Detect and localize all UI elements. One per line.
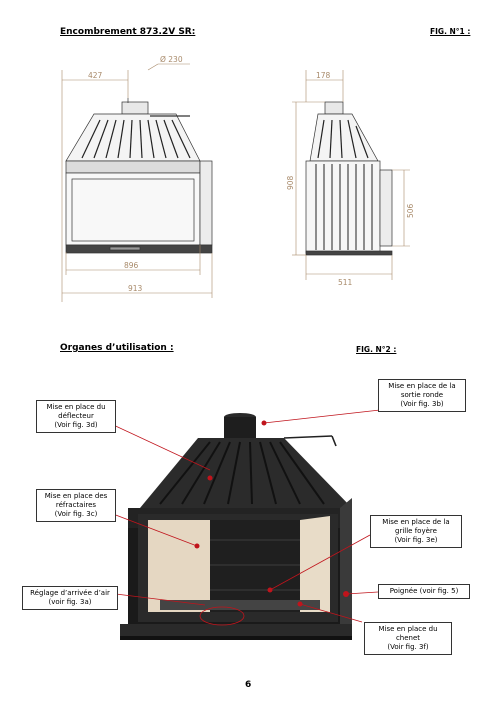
fire-grate bbox=[160, 600, 320, 610]
dim-913: 913 bbox=[128, 284, 143, 293]
dim-flue-diameter: Ø 230 bbox=[160, 55, 183, 64]
front-view bbox=[66, 98, 212, 253]
dim-427: 427 bbox=[88, 71, 103, 80]
dim-506: 506 bbox=[406, 203, 415, 218]
dim-896: 896 bbox=[124, 261, 139, 270]
firebox-back bbox=[210, 520, 300, 612]
fig-label-2: FIG. N°2 : bbox=[356, 345, 397, 354]
dim-511: 511 bbox=[338, 278, 353, 287]
refractory-right bbox=[300, 516, 330, 612]
page-number: 6 bbox=[245, 680, 252, 690]
callout-poignee: Poignée (voir fig. 5) bbox=[378, 584, 470, 599]
callout-refractaires: Mise en place des réfractaires (Voir fig. 3c) bbox=[36, 489, 116, 522]
dim-908: 908 bbox=[286, 175, 295, 190]
base bbox=[120, 624, 352, 636]
callout-grille-foyere: Mise en place de la grille foyère (Voir fig. 3e) bbox=[370, 515, 462, 548]
callout-deflecteur: Mise en place du déflecteur (Voir fig. 3d) bbox=[36, 400, 116, 433]
refractory-left bbox=[148, 520, 210, 612]
dim-178: 178 bbox=[316, 71, 331, 80]
side-view bbox=[306, 102, 392, 255]
dimension-drawing bbox=[0, 40, 500, 310]
callout-chenet: Mise en place du chenet (Voir fig. 3f) bbox=[364, 622, 452, 655]
callout-sortie-ronde: Mise en place de la sortie ronde (Voir fig. 3b) bbox=[378, 379, 466, 412]
callout-arrivee-air: Réglage d’arrivée d’air (voir fig. 3a) bbox=[22, 586, 118, 610]
section-title-components: Organes d’utilisation : bbox=[60, 343, 174, 353]
section-title-dimensions: Encombrement 873.2V SR: bbox=[60, 27, 196, 37]
fig-label-1: FIG. N°1 : bbox=[430, 27, 471, 36]
flue-collar bbox=[224, 417, 256, 441]
